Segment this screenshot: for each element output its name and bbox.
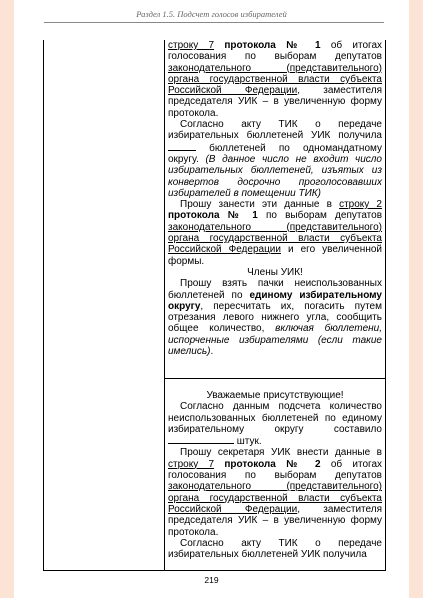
section-heading: Члены УИК! bbox=[247, 266, 303, 278]
row-divider bbox=[164, 378, 385, 379]
table-cell-upper bbox=[168, 40, 382, 357]
paragraph: Согласно акту ТИК о передаче избирательных бюллетеней УИК получила бюллетеней по одномандатному округу. (В данное число не входит число избирательных бюллетеней, изъятых из конвертов досрочно проголосовавших избирателей в помещении ТИК) bbox=[168, 119, 382, 199]
page-number: 219 bbox=[204, 575, 219, 585]
script-table bbox=[43, 40, 386, 571]
table-cell-lower bbox=[168, 390, 382, 560]
blank-field bbox=[168, 142, 196, 151]
right-margin-band bbox=[409, 0, 423, 598]
paragraph: Согласно акту ТИК о передаче избирательных бюллетеней УИК получила bbox=[168, 537, 382, 561]
paragraph: Прошу секретаря УИК внести данные в строку 7 протокола № 2 об итогах голосования по выборам депутатов законодательного (представительного) органа государственной власти субъекта Российской Федерации, заместителя председателя УИК – в увеличенную форму протокола. bbox=[168, 447, 383, 538]
blank-field bbox=[168, 435, 234, 444]
section-heading: Уважаемые присутствующие! bbox=[206, 390, 344, 401]
column-divider bbox=[164, 40, 165, 570]
running-header: Раздел 1.5. Подсчет голосов избирателей bbox=[136, 9, 287, 19]
paragraph: Согласно данным подсчета количество неиспользованных бюллетеней по единому избирательному округу составило штук. bbox=[168, 401, 382, 448]
paragraph: строку 7 протокола № 1 об итогах голосования по выборам депутатов законодательного (представительного) органа государственной власти субъекта Российской Федерации, заместителя председателя УИК – в увеличенную форму протокола. bbox=[168, 40, 383, 119]
paragraph: Прошу взять пачки неиспользованных бюллетеней по единому избирательному округу, пересчитать их, погасить путем отрезания левого нижнего угла, сообщить общее количество, включая бюллетени, испорченные избирателями (если такие имелись). bbox=[168, 278, 382, 358]
paragraph: Прошу занести эти данные в строку 2 протокола № 1 по выборам депутатов законодательного (представительного) органа государственной власти субъекта Российской Федерации и его увеличенной формы. bbox=[168, 199, 383, 267]
left-margin-band bbox=[0, 0, 14, 598]
header-rule bbox=[44, 22, 384, 23]
